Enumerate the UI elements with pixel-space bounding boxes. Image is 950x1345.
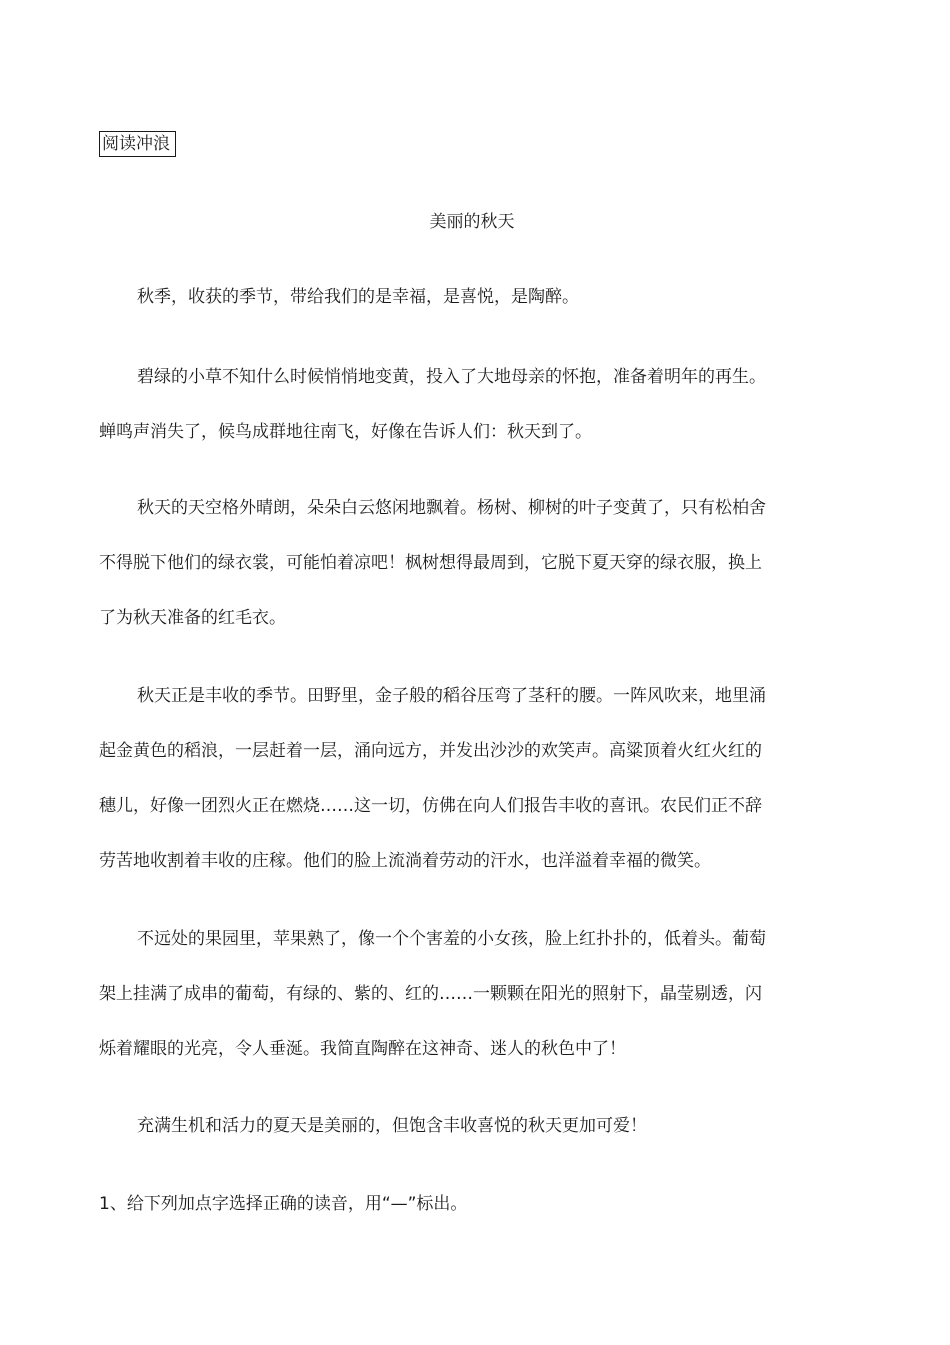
paragraph-5-line-2: 架上挂满了成串的葡萄，有绿的、紫的、红的……一颗颗在阳光的照射下，晶莹剔透，闪: [99, 984, 762, 1004]
article-title: 美丽的秋天: [429, 212, 515, 232]
paragraph-5-line-3: 烁着耀眼的光亮，令人垂涎。我简直陶醉在这神奇、迷人的秋色中了！: [99, 1039, 626, 1059]
paragraph-2-line-2: 蝉鸣声消失了，候鸟成群地往南飞，好像在告诉人们：秋天到了。: [99, 422, 592, 442]
section-label-reading: 阅读冲浪: [99, 131, 176, 157]
paragraph-6-line-1: 充满生机和活力的夏天是美丽的，但饱含丰收喜悦的秋天更加可爱！: [137, 1116, 647, 1136]
paragraph-3-line-2: 不得脱下他们的绿衣裳，可能怕着凉吧！枫树想得最周到，它脱下夏天穿的绿衣服，换上: [99, 553, 762, 573]
paragraph-4-line-4: 劳苦地收割着丰收的庄稼。他们的脸上流淌着劳动的汗水，也洋溢着幸福的微笑。: [99, 851, 711, 871]
paragraph-3-line-3: 了为秋天准备的红毛衣。: [99, 608, 286, 628]
paragraph-4-line-1: 秋天正是丰收的季节。田野里，金子般的稻谷压弯了茎秆的腰。一阵风吹来，地里涌: [137, 686, 766, 706]
paragraph-5-line-1: 不远处的果园里，苹果熟了，像一个个害羞的小女孩，脸上红扑扑的，低着头。葡萄: [137, 929, 766, 949]
question-1: 1、给下列加点字选择正确的读音，用“—”标出。: [99, 1194, 468, 1214]
paragraph-2-line-1: 碧绿的小草不知什么时候悄悄地变黄，投入了大地母亲的怀抱，准备着明年的再生。: [137, 367, 766, 387]
paragraph-3-line-1: 秋天的天空格外晴朗，朵朵白云悠闲地飘着。杨树、柳树的叶子变黄了，只有松柏舍: [137, 498, 766, 518]
paragraph-4-line-3: 穗儿，好像一团烈火正在燃烧……这一切，仿佛在向人们报告丰收的喜讯。农民们正不辞: [99, 796, 762, 816]
paragraph-4-line-2: 起金黄色的稻浪，一层赶着一层，涌向远方，并发出沙沙的欢笑声。高粱顶着火红火红的: [99, 741, 762, 761]
paragraph-1-line-1: 秋季，收获的季节，带给我们的是幸福，是喜悦，是陶醉。: [137, 287, 579, 307]
